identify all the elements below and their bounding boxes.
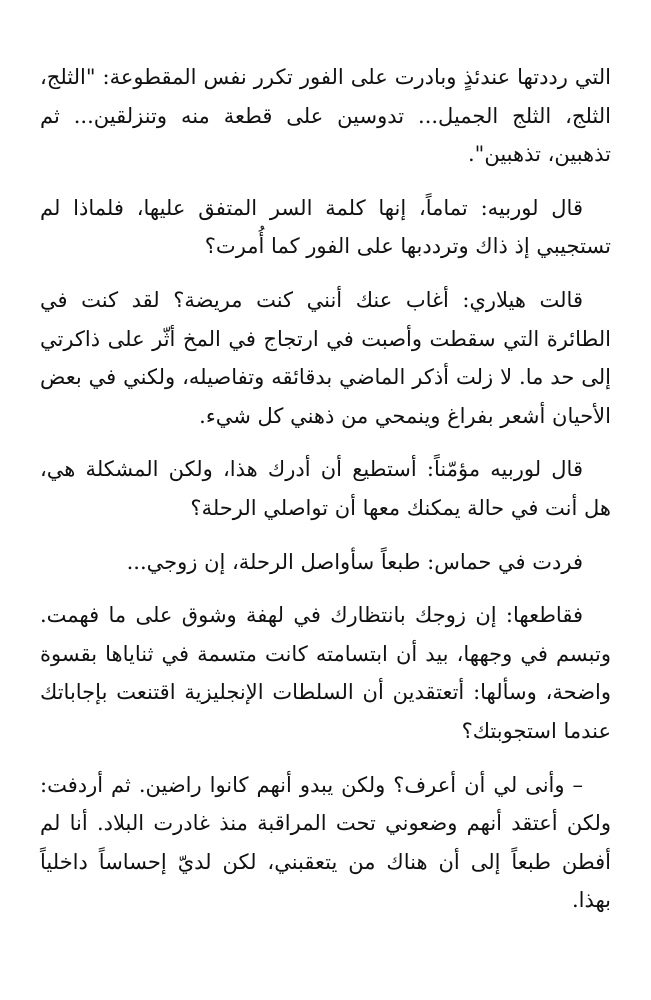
paragraph-6: فقاطعها: إن زوجك بانتظارك في لهفة وشوق على ما فهمت. وتبسم في وجهها، بيد أن ابتسامته كانت متسمة في ثناياها بقسوة واضحة، وسألها: أتعتقدين أن السلطات الإنجليزية اقتنعت بإجاباتك عندما استجوبتك؟ [40, 603, 611, 743]
paragraph-3: قالت هيلاري: أغاب عنك أنني كنت مريضة؟ لقد كنت في الطائرة التي سقطت وأصبت في ارتجاج في المخ أثّر على ذاكرتي إلى حد ما. لا زلت أذكر الماضي بدقائقه وتفاصيله، ولكني في بعض الأحيان أشعر بفراغ وينمحي من ذهني كل شيء. [40, 287, 611, 428]
paragraph-5: فردت في حماس: طبعاً سأواصل الرحلة، إن زوجي... [126, 549, 583, 574]
paragraph-4: قال لوربيه مؤمّناً: أستطيع أن أدرك هذا، ولكن المشكلة هي، هل أنت في حالة يمكنك معها أن تواصلي الرحلة؟ [40, 457, 611, 520]
paragraph-7: – وأنى لي أن أعرف؟ ولكن يبدو أنهم كانوا راضين. ثم أردفت: ولكن أعتقد أنهم وضعوني تحت المراقبة منذ غادرت البلاد. أنا لم أفطن طبعاً إلى أن هناك من يتعقبني، لكن لديّ إحساساً داخلياً بهذا. [40, 772, 611, 913]
paragraph-1: التي رددتها عندئذٍ وبادرت على الفور تكرر نفس المقطوعة: "الثلج، الثلج، الثلج الجميل... تدوسين على قطعة منه وتنزلقين... ثم تذهبين، تذهبين". [40, 65, 611, 167]
paragraph-2: قال لوربيه: تماماً، إنها كلمة السر المتفق عليها، فلماذا لم تستجيبي إذ ذاك وترددبها على الفور كما أُمرت؟ [40, 195, 611, 259]
